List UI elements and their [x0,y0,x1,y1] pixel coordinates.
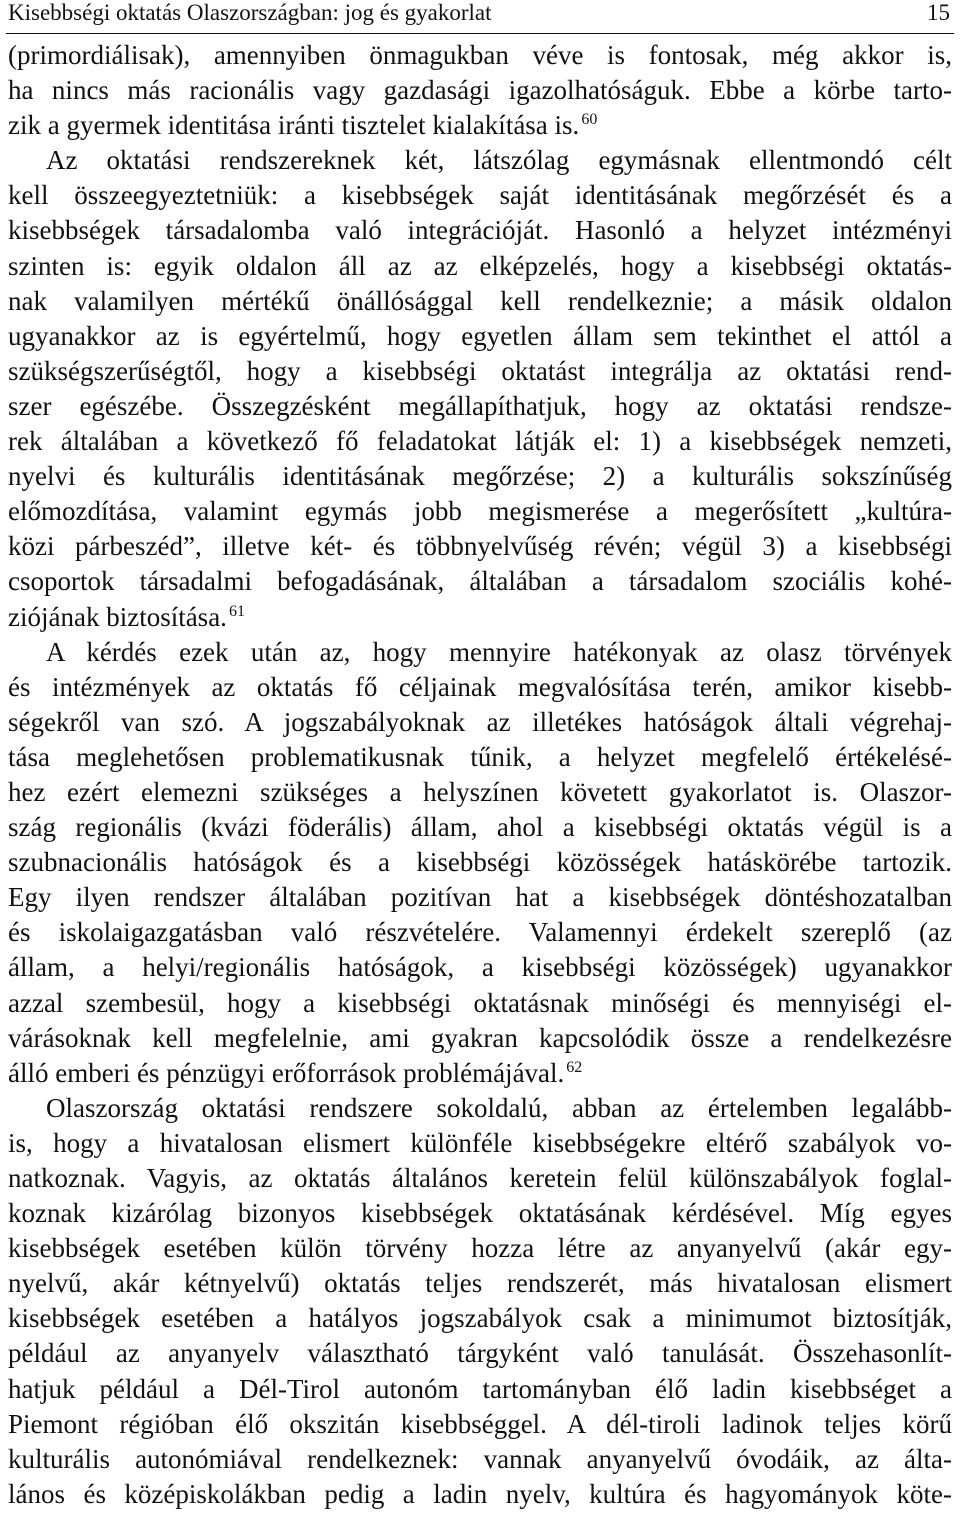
text-line-content: zik a gyermek identitása iránti tisztelet kialakítása is. [8,110,580,141]
text-line: csoportok társadalmi befogadásának, általában a társadalom szociális kohé- [8,566,952,597]
text-line: szinten is: egyik oldalon áll az az elképzelés, hogy a kisebbségi oktatás- [8,250,952,281]
text-line: natkoznak. Vagyis, az oktatás általános keretein felül különszabályok foglal- [8,1163,952,1193]
text-line: lános és középiskolákban pedig a ladin nyelv, kultúra és hagyományok köte- [8,1478,952,1509]
page-number: 15 [927,0,950,25]
text-line: kisebbségek társadalomba való integrációját. Hasonló a helyzet intézményi [8,215,952,246]
footnote-ref: 60 [581,111,598,129]
text-line: azzal szembesül, hogy a kisebbségi oktatásnak minőségi és mennyiségi el- [8,987,952,1018]
paragraph [8,635,952,1091]
text-line: koznak kizárólag bizonyos kisebbségek oktatásának kérdésével. Míg egyes [8,1198,952,1229]
text-line: állam, a helyi/regionális hatóságok, a kisebbségi közösségek) ugyanakkor [8,952,952,983]
running-header-title: Kisebbségi oktatás Olaszországban: jog és gyakorlat [8,0,492,25]
paragraph [8,1091,952,1512]
footnote-ref: 62 [566,1058,583,1076]
text-line [8,1056,952,1091]
text-line: Piemont régióban élő okszitán kisebbséggel. A dél-tiroli ladinok teljes körű [8,1408,952,1439]
text-line: ségekről van szó. A jogszabályoknak az illetékes hatóságok általi végrehaj- [8,706,952,737]
text-line: hez ezért elemezni szükséges a helyszínen követett gyakorlatot is. Olaszor- [8,776,952,807]
footnote-ref: 61 [228,602,245,620]
text-line: szág regionális (kvázi föderális) állam, ahol a kisebbségi oktatás végül is a [8,812,952,843]
text-line: ha nincs más racionális vagy gazdasági igazolhatóságuk. Ebbe a körbe tarto- [8,75,952,106]
text-line: rek általában a következő fő feladatokat látják el: 1) a kisebbségek nemzeti, [8,426,952,457]
text-line: Olaszország oktatási rendszere sokoldalú, abban az értelemben legalább- [46,1092,952,1123]
text-line: szükségszerűségtől, hogy a kisebbségi oktatást integrálja az oktatási rend- [8,355,952,386]
text-line: nak valamilyen mértékű önállósággal kell rendelkeznie; a másik oldalon [8,285,952,316]
text-line: várásoknak kell megfelelnie, ami gyakran kapcsolódik össze a rendelkezésre [8,1022,952,1053]
text-line: szer egészébe. Összegzésként megállapíthatjuk, hogy az oktatási rendsze- [8,390,952,421]
text-line: például az anyanyelv választható tárgyként való tanulását. Összehasonlít- [8,1338,952,1369]
text-line: kisebbségek esetében a hatályos jogszabályok csak a minimumot biztosítják, [8,1303,952,1334]
text-line: tása meglehetősen problematikusnak tűnik, a helyzet megfelelő értékelésé- [8,741,952,772]
text-line: hatjuk például a Dél-Tirol autonóm tartományban élő ladin kisebbséget a [8,1373,952,1404]
text-line: nyelvű, akár kétnyelvű) oktatás teljes rendszerét, más hivatalosan elismert [8,1268,952,1299]
text-line-content: álló emberi és pénzügyi erőforrások problémájával. [8,1057,565,1088]
text-line: előmozdítása, valamint egymás jobb megismerése a megerősített „kultúra- [8,496,952,527]
text-line: A kérdés ezek után az, hogy mennyire hatékonyak az olasz törvények [46,636,952,667]
text-line: Az oktatási rendszereknek két, látszólag egymásnak ellentmondó célt [46,145,952,176]
running-header [6,0,954,34]
text-line: és iskolaigazgatásban való részvételére. Valamennyi érdekelt szereplő (az [8,917,952,948]
text-line-content: ziójának biztosítása. [8,601,227,632]
body-text [8,38,952,1512]
text-line: is, hogy a hivatalosan elismert különféle kisebbségekre eltérő szabályok vo- [8,1127,952,1158]
text-line: és intézmények az oktatás fő céljainak megvalósítása terén, amikor kisebb- [8,671,952,702]
text-line: szubnacionális hatóságok és a kisebbségi közösségek hatáskörébe tartozik. [8,847,952,878]
text-line: kulturális autonómiával rendelkeznek: vannak anyanyelvű óvodáik, az álta- [8,1443,952,1474]
paragraph [8,38,952,143]
text-line [8,108,952,143]
text-line: kell összeegyeztetniük: a kisebbségek saját identitásának megőrzését és a [8,180,952,211]
text-line: (primordiálisak), amennyiben önmagukban véve is fontosak, még akkor is, [8,40,952,70]
text-line: nyelvi és kulturális identitásának megőrzése; 2) a kulturális sokszínűség [8,461,952,492]
paragraph [8,143,952,634]
text-line: kisebbségek esetében külön törvény hozza létre az anyanyelvű (akár egy- [8,1233,952,1264]
text-line [8,600,952,635]
text-line: Egy ilyen rendszer általában pozitívan hat a kisebbségek döntéshozatalban [8,882,952,913]
text-line: ugyanakkor az is egyértelmű, hogy egyetlen állam sem tekinthet el attól a [8,320,952,351]
text-line: közi párbeszéd”, illetve két- és többnyelvűség révén; végül 3) a kisebbségi [8,531,952,562]
